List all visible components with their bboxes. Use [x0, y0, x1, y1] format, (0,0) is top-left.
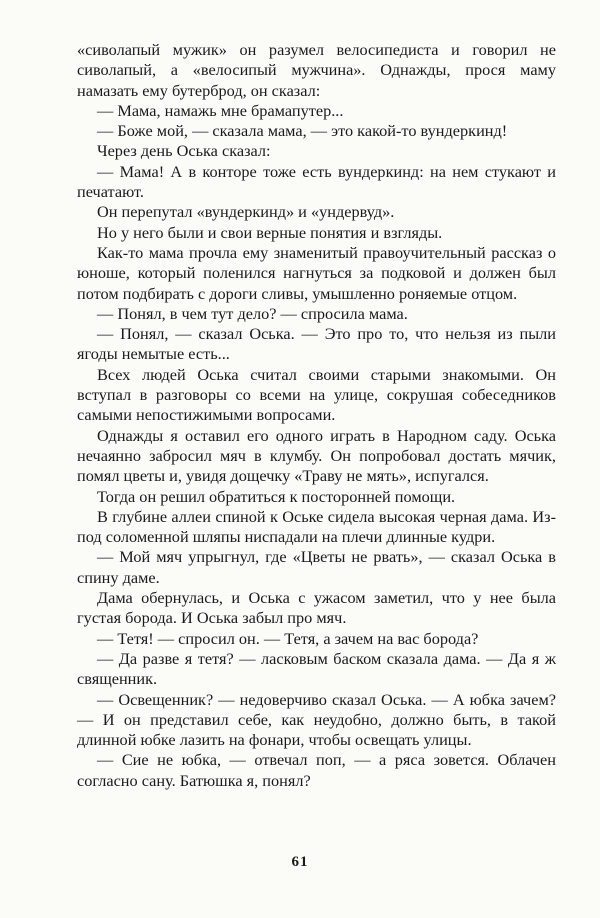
paragraph: — Да разве я тетя? — ласковым баском сказала дама. — Да я ж священник. [77, 648, 556, 689]
paragraph: Всех людей Оська считал своими старыми знакомыми. Он вступал в разговоры со всеми на улице, сокрушая собеседников самыми непостижимыми вопросами. [77, 364, 556, 425]
paragraph: — Мама, намажь мне брамапутер... [97, 100, 344, 120]
paragraph: Однажды я оставил его одного играть в Народном саду. Оська нечаянно забросил мяч в клумбу. Он попробовал достать мячик, помял цветы и, увидя дощечку «Траву не мять», испугался. [77, 425, 556, 486]
paragraph: Он перепутал «вундеркинд» и «ундервуд». [97, 202, 395, 222]
paragraph: — Понял, в чем тут дело? — спросила мама. [97, 303, 408, 323]
paragraph: Как-то мама прочла ему знаменитый правоучительный рассказ о юноше, который поленился нагнуться за подковой и должен был потом подбирать с дороги сливы, умышленно роняемые отцом. [77, 242, 556, 303]
paragraph: В глубине аллеи спиной к Оське сидела высокая черная дама. Из-под соломенной шляпы ниспадали на плечи длинные кудри. [77, 506, 556, 547]
paragraph: — Мой мяч упрыгнул, где «Цветы не рвать», — сказал Оська в спину даме. [77, 547, 556, 587]
page-number: 61 [291, 854, 309, 870]
paragraph: — Тетя! — спросил он. — Тетя, а зачем на вас борода? [97, 628, 479, 648]
paragraph: Но у него были и свои верные понятия и взгляды. [97, 222, 443, 242]
paragraph: — Мама! А в конторе тоже есть вундеркинд: на нем стукают и печатают. [77, 161, 556, 202]
paragraph: — Понял, — сказал Оська. — Это про то, что нельзя из пыли ягоды немытые есть... [77, 324, 556, 364]
paragraph: Тогда он решил обратиться к посторонней помощи. [97, 486, 456, 506]
page-text [77, 40, 556, 791]
paragraph: «сиволапый мужик» он разумел велосипедиста и говорил не сиволапый, а «велосипый мужчина». Однажды, прося маму намазать ему бутерброд, он сказал: [77, 40, 556, 100]
paragraph: — Сие не юбка, — отвечал поп, — а ряса зовется. Облачен согласно сану. Батюшка я, понял? [77, 750, 556, 790]
paragraph: Через день Оська сказал: [97, 141, 271, 161]
paragraph: — Боже мой, — сказала мама, — это какой-то вундеркинд! [97, 121, 508, 141]
paragraph: Дама обернулась, и Оська с ужасом заметил, что у нее была густая борода. И Оська забыл про мяч. [77, 588, 556, 628]
paragraph: — Освещенник? — недоверчиво сказал Оська. — А юбка зачем? — И он представил себе, как неудобно, должно быть, в такой длинной юбке лазить на фонари, чтобы освещать улицы. [77, 689, 556, 750]
